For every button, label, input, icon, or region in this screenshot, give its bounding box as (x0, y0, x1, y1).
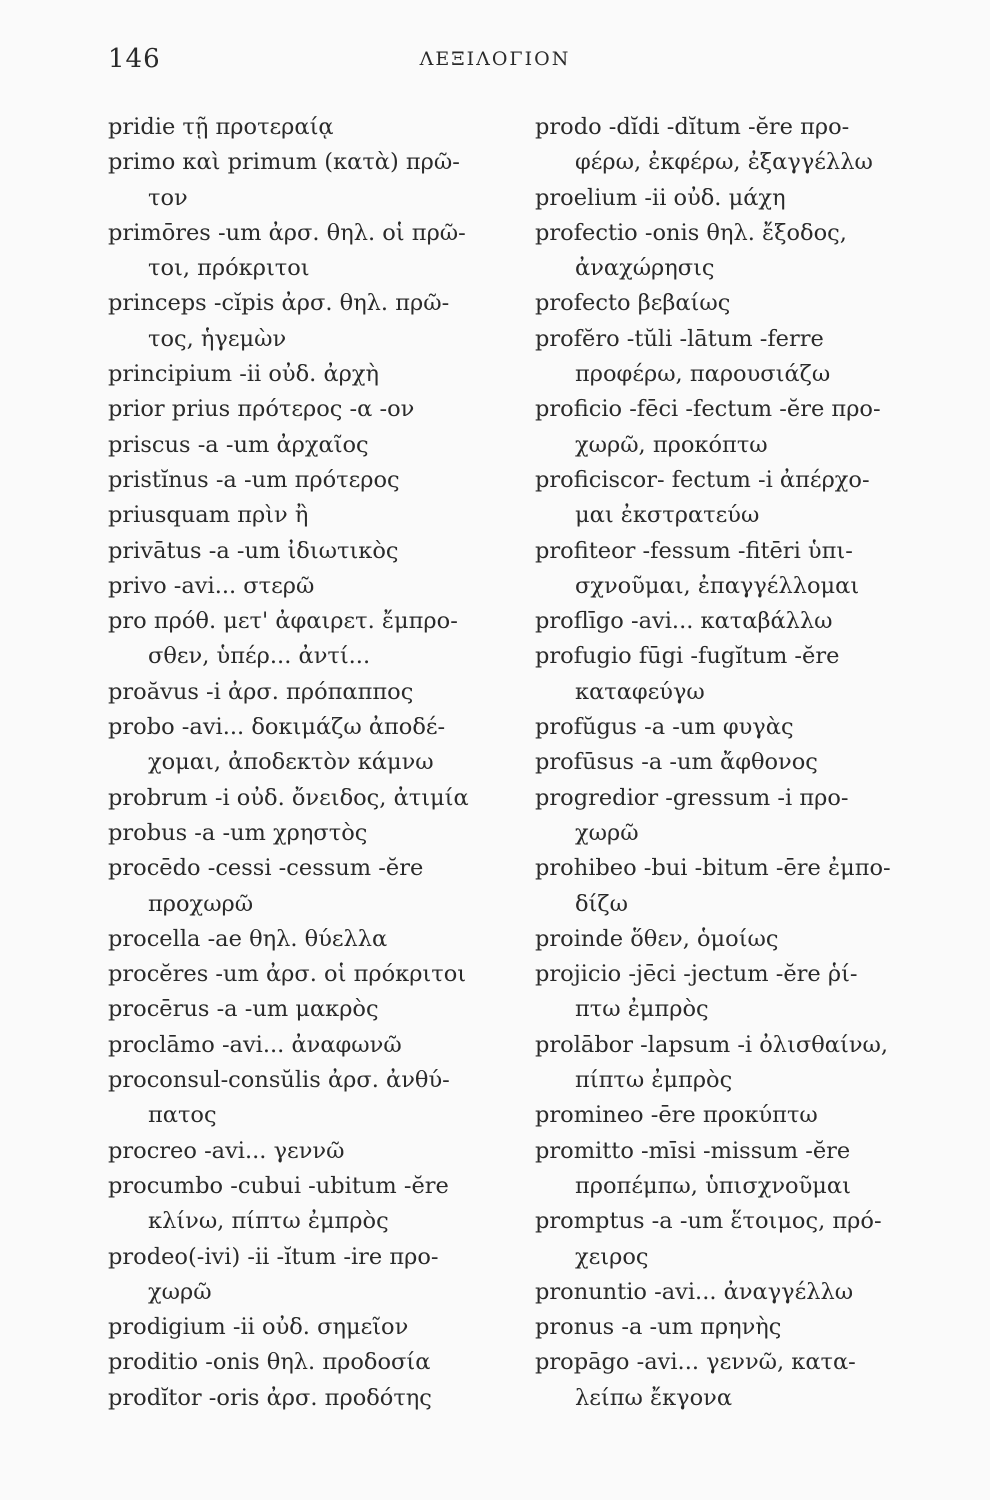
dictionary-entry-line: procēdo -cessi -cessum -ĕre (108, 855, 424, 882)
dictionary-entry-line: pronuntio -avi... ἀναγγέλλω (535, 1278, 854, 1305)
entry-continuation-line: κλίνω, πίπτω ἐμπρὸς (148, 1208, 389, 1235)
dictionary-entry-line: proflīgo -avi... καταβάλλω (535, 608, 833, 635)
page-header (0, 44, 990, 84)
entry-continuation-line: πατος (148, 1102, 217, 1129)
dictionary-entry-line: procērus -a -um μακρὸς (108, 996, 379, 1023)
dictionary-entry-line: privātus -a -um ἰδιωτικὸς (108, 537, 399, 564)
entry-continuation-line: προχωρῶ (148, 890, 254, 917)
dictionary-entry-line: probus -a -um χρηστὸς (108, 819, 368, 846)
dictionary-entry-line: prohibeo -bui -bitum -ēre ἐμπο- (535, 855, 891, 882)
dictionary-entry-line: primōres -um ἀρσ. θηλ. οἱ πρῶ- (108, 219, 466, 246)
dictionary-entry-line: prodĭtor -oris ἀρσ. προδότης (108, 1384, 432, 1411)
entry-continuation-line: χωρῶ (575, 819, 639, 846)
dictionary-entry-line: priscus -a -um ἀρχαῖος (108, 431, 369, 458)
dictionary-entry-line: prodo -dĭdi -dĭtum -ĕre προ- (535, 114, 850, 140)
dictionary-entry-line: proclāmo -avi... ἀναφωνῶ (108, 1031, 402, 1058)
dictionary-entry-line: pronus -a -um πρηνὴς (535, 1314, 782, 1341)
entry-continuation-line: τοι, πρόκριτοι (148, 255, 310, 282)
entry-continuation-line: τον (148, 184, 188, 211)
entry-continuation-line: πτω ἐμπρὸς (575, 996, 709, 1023)
running-title: ΛΕΞΙΛΟΓΙΟΝ (419, 48, 571, 70)
dictionary-entry-line: probrum -i οὐδ. ὄνειδος, ἀτιμία (108, 784, 469, 811)
dictionary-entry-line: procreo -avi... γεννῶ (108, 1137, 345, 1164)
dictionary-entry-line: projicio -jēci -jectum -ĕre ῥί- (535, 961, 858, 988)
page-number: 146 (108, 44, 161, 74)
dictionary-entry-line: proconsul-consŭlis ἀρσ. ἀνθύ- (108, 1067, 450, 1094)
entry-continuation-line: σθεν, ὑπέρ... ἀντί... (148, 643, 371, 670)
dictionary-entry-line: prolābor -lapsum -i ὀλισθαίνω, (535, 1031, 888, 1058)
dictionary-entry-line: proinde ὅθεν, ὁμοίως (535, 925, 779, 952)
dictionary-entry-line: promitto -mīsi -missum -ĕre (535, 1137, 851, 1164)
dictionary-entry-line: procella -ae θηλ. θύελλα (108, 925, 388, 952)
entry-continuation-line: χειρος (575, 1243, 649, 1270)
dictionary-entry-line: profĕro -tŭli -lātum -ferre (535, 325, 824, 352)
entry-continuation-line: φέρω, ἐκφέρω, ἐξαγγέλλω (575, 149, 873, 176)
dictionary-entry-line: propāgo -avi... γεννῶ, κατα- (535, 1349, 856, 1376)
dictionary-entry-line: profugio fūgi -fugĭtum -ĕre (535, 643, 840, 670)
dictionary-entry-line: primo καὶ primum (κατὰ) πρῶ- (108, 149, 460, 176)
dictionary-entry-line: principium -ii οὐδ. ἀρχὴ (108, 361, 379, 388)
dictionary-entry-line: procĕres -um ἀρσ. οἱ πρόκριτοι (108, 961, 467, 988)
entry-continuation-line: πίπτω ἐμπρὸς (575, 1067, 733, 1094)
dictionary-entry-line: profectio -onis θηλ. ἔξοδος, (535, 219, 847, 246)
dictionary-entry-line: priusquam πρὶν ἢ (108, 502, 309, 529)
dictionary-entry-line: proficio -fēci -fectum -ĕre προ- (535, 396, 881, 423)
entry-continuation-line: χωρῶ (148, 1278, 212, 1305)
entry-continuation-line: σχνοῦμαι, ἐπαγγέλλομαι (575, 572, 860, 599)
dictionary-entry-line: privo -avi... στερῶ (108, 572, 315, 599)
dictionary-entry-line: profūsus -a -um ἄφθονος (535, 749, 818, 776)
entry-continuation-line: λείπω ἔκγονα (575, 1384, 733, 1411)
entry-continuation-line: προπέμπω, ὑπισχνοῦμαι (575, 1172, 851, 1199)
dictionary-entry-line: pridie τῇ προτεραίᾳ (108, 114, 334, 140)
dictionary-entry-line: proăvus -i ἀρσ. πρόπαππος (108, 678, 414, 705)
entry-continuation-line: χωρῶ, προκόπτω (575, 431, 768, 458)
dictionary-entry-line: profŭgus -a -um φυγὰς (535, 714, 794, 741)
dictionary-entry-line: promptus -a -um ἕτοιμος, πρό- (535, 1208, 882, 1235)
dictionary-entry-line: probo -avi... δοκιμάζω ἀποδέ- (108, 714, 446, 741)
entry-continuation-line: ἀναχώρησις (575, 255, 715, 282)
dictionary-entry-line: prior prius πρότερος -α -ον (108, 396, 415, 423)
dictionary-entry-line: princeps -cĭpis ἀρσ. θηλ. πρῶ- (108, 290, 450, 317)
dictionary-entry-line: promineo -ēre προκύπτω (535, 1102, 818, 1129)
dictionary-entry-line: profecto βεβαίως (535, 290, 731, 317)
dictionary-entry-line: profiteor -fessum -fitēri ὑπι- (535, 537, 853, 564)
dictionary-entry-line: prodigium -ii οὐδ. σημεῖον (108, 1314, 409, 1341)
entry-continuation-line: προφέρω, παρουσιάζω (575, 361, 831, 388)
entry-continuation-line: δίζω (575, 890, 628, 917)
dictionary-entry-line: proditio -onis θηλ. προδοσία (108, 1349, 431, 1376)
dictionary-entry-line: proelium -ii οὐδ. μάχη (535, 184, 786, 211)
dictionary-entry-line: pristĭnus -a -um πρότερος (108, 466, 400, 493)
dictionary-entry-line: procumbo -cubui -ubitum -ĕre (108, 1172, 449, 1199)
entry-continuation-line: καταφεύγω (575, 678, 705, 705)
dictionary-entry-line: prodeo(-ivi) -ii -ĭtum -ire προ- (108, 1243, 439, 1270)
entry-continuation-line: μαι ἐκστρατεύω (575, 502, 760, 529)
entry-continuation-line: χομαι, ἀποδεκτὸν κάμνω (148, 749, 434, 776)
dictionary-entry-line: proficiscor- fectum -i ἀπέρχο- (535, 466, 870, 493)
left-column (108, 110, 508, 1416)
dictionary-entry-line: progredior -gressum -i προ- (535, 784, 849, 811)
dictionary-entry-line: pro πρόθ. μετ' ἀφαιρετ. ἔμπρο- (108, 608, 458, 635)
entry-continuation-line: τος, ἡγεμὼν (148, 325, 287, 352)
right-column (535, 110, 935, 1416)
